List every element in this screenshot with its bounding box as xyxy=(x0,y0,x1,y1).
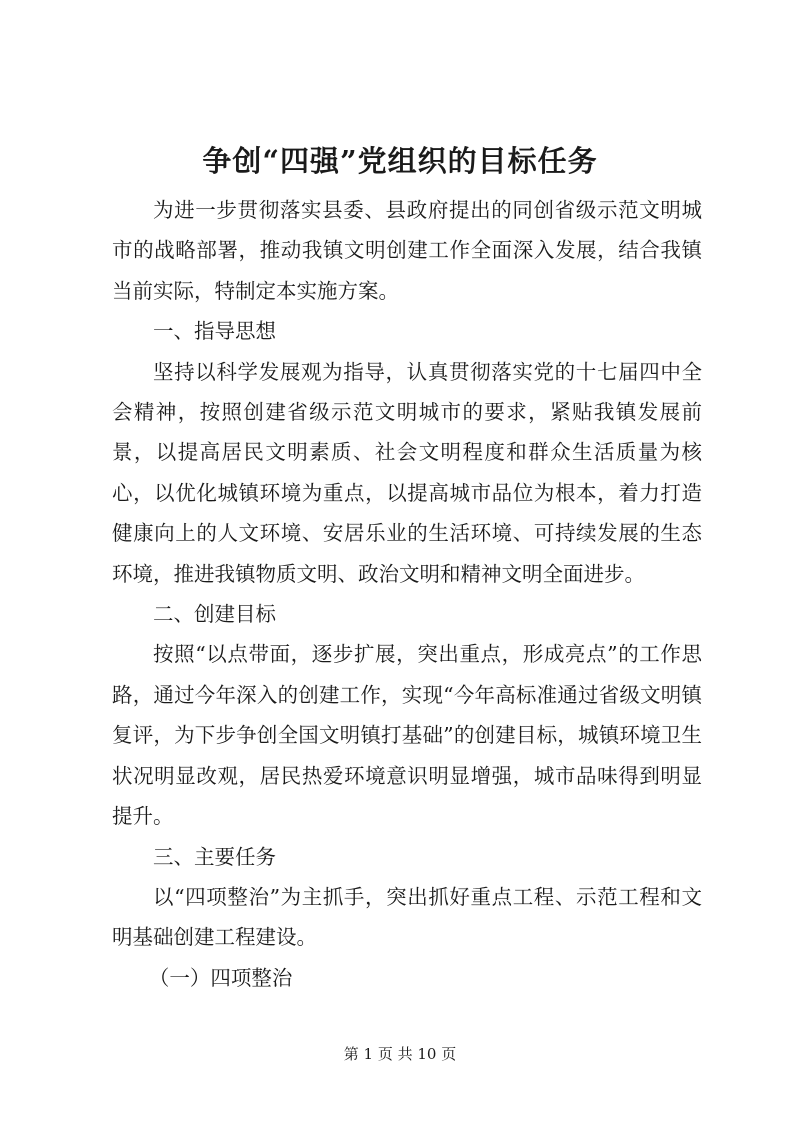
section-heading-goals: 二、创建目标 xyxy=(153,602,276,627)
page-number-info: 第 1 页 共 10 页 xyxy=(343,1045,457,1063)
goals-paragraph: 按照“以点带面，逐步扩展，突出重点，形成亮点”的工作思路，通过今年深入的创建工作，实现“今年高标准通过省级文明镇复评，为下步争创全国文明镇打基础”的创建目标，城镇环境卫生状况明显改观，居民热爱环境意识明显增强，城市品味得到明显提升。 xyxy=(112,642,702,829)
document-title: 争创“四强”党组织的目标任务 xyxy=(202,144,598,178)
page-footer xyxy=(0,1044,800,1064)
subsection-heading-four-rectifications: （一）四项整治 xyxy=(148,965,293,990)
guiding-ideology-paragraph: 坚持以科学发展观为指导，认真贯彻落实党的十七届四中全会精神，按照创建省级示范文明城市的要求，紧贴我镇发展前景，以提高居民文明素质、社会文明程度和群众生活质量为核心，以优化城镇环境为重点，以提高城市品位为根本，着力打造健康向上的人文环境、安居乐业的生活环境、可持续发展的生态环境，推进我镇物质文明、政治文明和精神文明全面进步。 xyxy=(112,359,702,586)
main-tasks-paragraph: 以“四项整治”为主抓手，突出抓好重点工程、示范工程和文明基础创建工程建设。 xyxy=(112,884,702,950)
section-heading-guiding-ideology: 一、指导思想 xyxy=(153,319,276,344)
document-body xyxy=(112,190,702,998)
section-heading-main-tasks: 三、主要任务 xyxy=(153,844,276,869)
intro-paragraph: 为进一步贯彻落实县委、县政府提出的同创省级示范文明城市的战略部署，推动我镇文明创建工作全面深入发展，结合我镇当前实际，特制定本实施方案。 xyxy=(112,198,702,303)
